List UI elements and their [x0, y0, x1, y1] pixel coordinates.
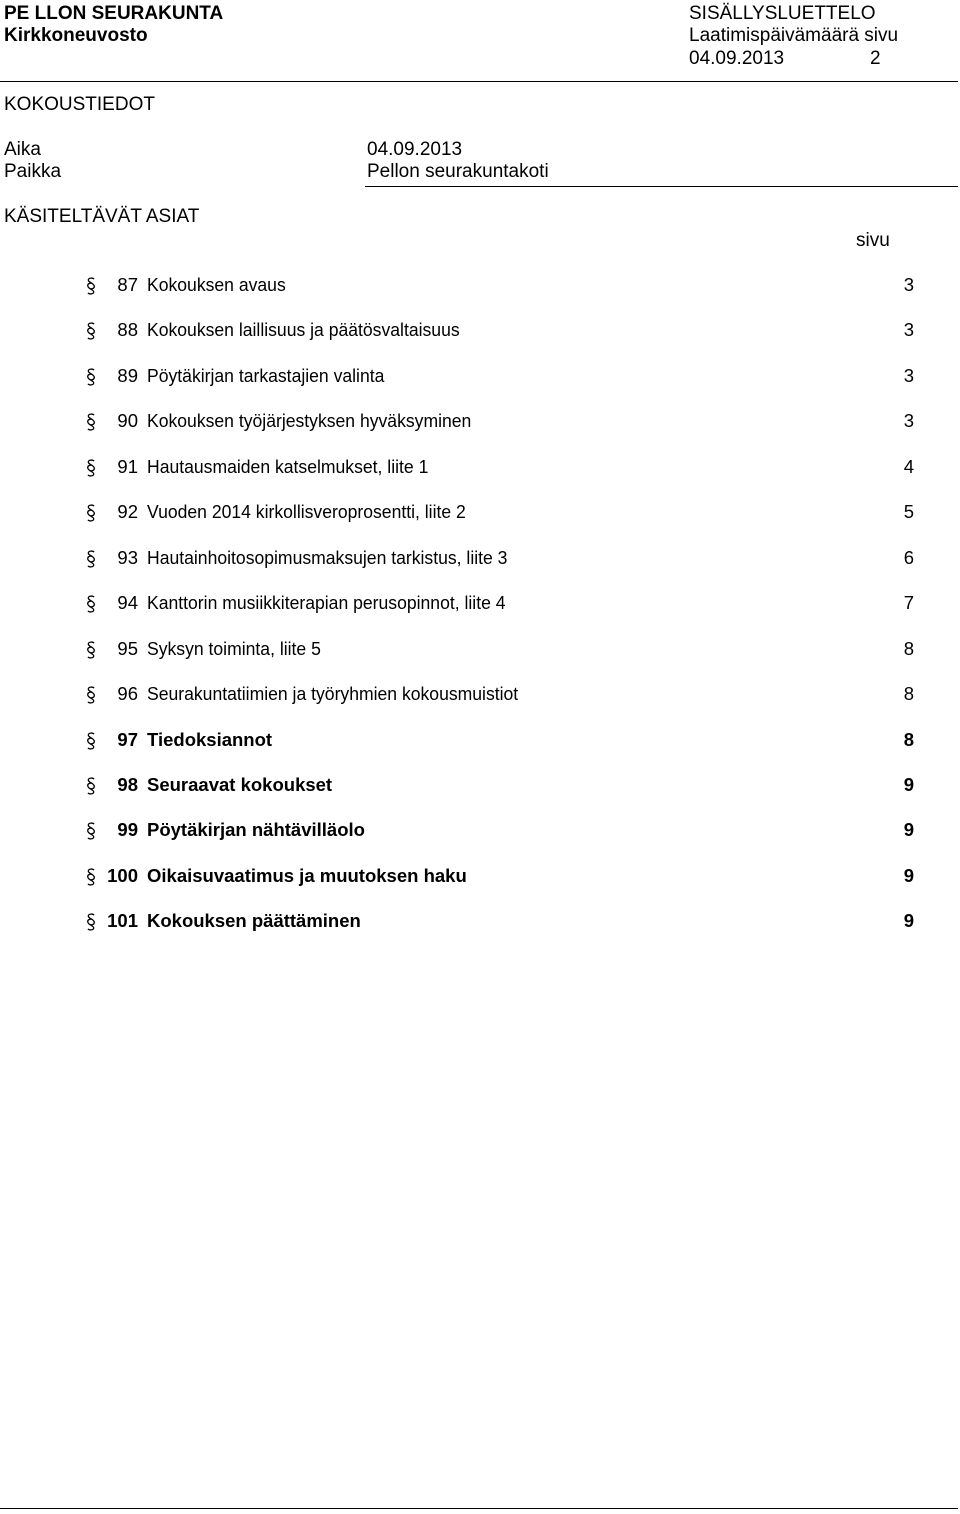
agenda-item-page: 9: [903, 864, 914, 886]
agenda-item-number: 91: [117, 455, 138, 477]
agenda-item-title: Seurakuntatiimien ja työryhmien kokousmuistiot: [147, 683, 519, 705]
agenda-item: [0, 547, 960, 571]
agenda-item-title: Kokouksen työjärjestyksen hyväksyminen: [147, 410, 472, 432]
section-sign-icon: [84, 776, 98, 796]
section-sign-icon: [84, 458, 98, 478]
agenda-item-title: Tiedoksiannot: [147, 728, 273, 750]
agenda-item-page: 8: [903, 683, 914, 705]
meeting-info-rule: [365, 186, 958, 187]
section-sign-icon: [84, 412, 98, 432]
agenda-item-page: 8: [903, 637, 914, 659]
agenda-item-number: 89: [117, 364, 138, 386]
page-number: 2: [870, 48, 881, 69]
agenda-item-title: Pöytäkirjan tarkastajien valinta: [147, 364, 385, 386]
agenda-item-title-wrap: [147, 683, 538, 705]
agenda-item-title-wrap: [147, 547, 526, 569]
agenda-item: [0, 501, 960, 525]
agenda-item-title: Seuraavat kokoukset: [147, 773, 333, 795]
agenda-item: [0, 410, 960, 434]
agenda-item-page: 9: [903, 910, 914, 932]
footer-rule: [0, 1508, 958, 1509]
header-rule: [0, 81, 958, 82]
section-sign-icon: [84, 276, 98, 296]
agenda-item: [0, 683, 960, 707]
document-date: 04.09.2013: [689, 48, 785, 69]
agenda-item-number: 92: [117, 501, 138, 523]
section-sign-icon: [84, 685, 98, 705]
agenda-item-page: 4: [903, 455, 914, 477]
date-page-label: Laatimispäivämäärä sivu: [689, 25, 899, 46]
agenda-item-number: 87: [117, 274, 138, 295]
agenda-item-page: 5: [903, 501, 914, 523]
place-label: Paikka: [4, 161, 62, 182]
agenda-item-page: 8: [903, 728, 914, 750]
agenda-item-title: Syksyn toiminta, liite 5: [147, 637, 321, 659]
agenda-item-number: 96: [117, 683, 138, 705]
agenda-item: [0, 319, 960, 343]
meeting-info-heading: KOKOUSTIEDOT: [4, 94, 155, 115]
agenda-item-number: 97: [117, 728, 138, 750]
agenda-item-page: 3: [903, 410, 914, 432]
agenda-item-title-wrap: [147, 865, 467, 887]
agenda-item-title: Pöytäkirjan nähtävilläolo: [147, 819, 365, 841]
place-value: Pellon seurakuntakoti: [367, 161, 549, 182]
agenda-item-number: 95: [117, 637, 138, 659]
section-sign-icon: [84, 731, 98, 751]
agenda-item-title-wrap: [147, 319, 476, 341]
section-sign-icon: [84, 821, 98, 841]
agenda-item-title-wrap: [147, 729, 272, 751]
time-label: Aika: [4, 139, 41, 160]
agenda-item: [0, 365, 960, 389]
agenda-item-page: 3: [903, 319, 914, 341]
section-sign-icon: [84, 549, 98, 569]
agenda-item-page: 9: [903, 819, 914, 841]
agenda-item-number: 94: [117, 592, 138, 614]
agenda-item-title: Hautainhoitosopimusmaksujen tarkistus, liite 3: [147, 546, 508, 568]
section-sign-icon: [84, 503, 98, 523]
agenda-item-number: 93: [117, 546, 138, 568]
agenda-item-number: 88: [117, 319, 138, 341]
agenda-item: [0, 456, 960, 480]
agenda-item-title-wrap: [147, 365, 397, 387]
agenda-item-title: Kokouksen avaus: [147, 274, 286, 295]
agenda-item-number: 101: [107, 910, 138, 932]
section-sign-icon: [84, 594, 98, 614]
agenda-item: [0, 819, 960, 843]
time-value: 04.09.2013: [367, 139, 463, 160]
agenda-item: [0, 638, 960, 662]
agenda-item-number: 98: [117, 773, 138, 795]
agenda-item: [0, 729, 960, 753]
agenda-item-title-wrap: [147, 819, 365, 841]
agenda-item-page: 6: [903, 546, 914, 568]
agenda-item: [0, 774, 960, 798]
agenda-item-number: 99: [117, 819, 138, 841]
agenda-item: [0, 592, 960, 616]
agenda-item-title-wrap: [147, 501, 483, 523]
agenda-item-number: 100: [107, 864, 138, 886]
page-column-label: sivu: [856, 230, 890, 251]
agenda-item-title: Hautausmaiden katselmukset, liite 1: [147, 455, 429, 477]
section-sign-icon: [84, 321, 98, 341]
agenda-item: [0, 865, 960, 889]
agenda-item-title-wrap: [147, 592, 524, 614]
agenda-item-page: 9: [903, 773, 914, 795]
agenda-item-page: 3: [903, 364, 914, 386]
agenda-item-title: Oikaisuvaatimus ja muutoksen haku: [147, 864, 467, 886]
agenda-heading: KÄSITELTÄVÄT ASIAT: [4, 206, 200, 227]
agenda-item: [0, 910, 960, 934]
agenda-item-number: 90: [117, 410, 138, 432]
document-title: SISÄLLYSLUETTELO: [689, 3, 876, 24]
agenda-item-title-wrap: [147, 274, 293, 296]
agenda-item: [0, 274, 960, 298]
agenda-item-title-wrap: [147, 638, 330, 660]
section-sign-icon: [84, 640, 98, 660]
agenda-item-title-wrap: [147, 910, 361, 932]
governing-body: Kirkkoneuvosto: [4, 25, 148, 46]
agenda-item-title: Kokouksen laillisuus ja päätösvaltaisuus: [147, 319, 460, 341]
section-sign-icon: [84, 867, 98, 887]
agenda-item-title: Vuoden 2014 kirkollisveroprosentti, liite 2: [147, 501, 466, 523]
agenda-item-page: 7: [903, 592, 914, 614]
agenda-item-page: 3: [903, 274, 914, 295]
agenda-item-title: Kanttorin musiikkiterapian perusopinnot, liite 4: [147, 592, 506, 614]
agenda-item-title: Kokouksen päättäminen: [147, 910, 361, 932]
section-sign-icon: [84, 912, 98, 932]
section-sign-icon: [84, 367, 98, 387]
agenda-item-title-wrap: [147, 456, 443, 478]
organization-name: PE LLON SEURAKUNTA: [4, 3, 224, 24]
agenda-item-title-wrap: [147, 410, 488, 432]
agenda-item-title-wrap: [147, 774, 332, 796]
